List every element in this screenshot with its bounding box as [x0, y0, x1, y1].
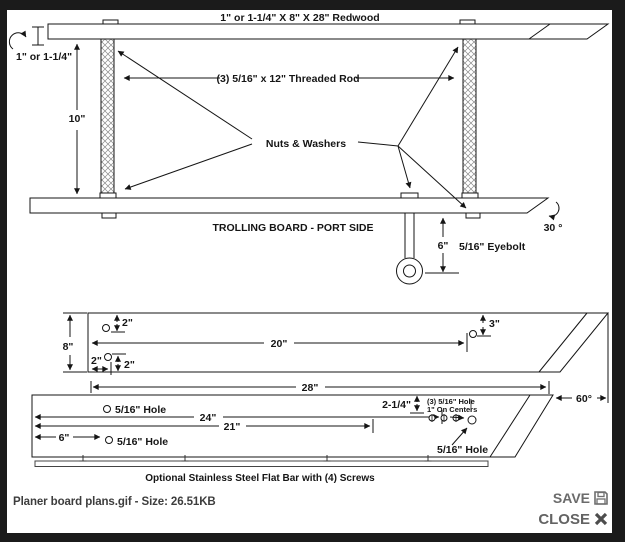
window-right-border: [612, 0, 625, 542]
nuts-leader-3: [358, 142, 398, 146]
label-dim-2left: 2": [91, 355, 102, 367]
hole-upper-right: [470, 331, 477, 338]
center-hole-marks: [429, 414, 459, 422]
nuts-leader-1: [118, 51, 252, 139]
hole-lower-right: [468, 416, 476, 424]
washer-eyebolt: [401, 193, 418, 198]
washer-bottom-right: [462, 193, 478, 198]
label-flat-bar-caption: Optional Stainless Steel Flat Bar with (4) Screws: [145, 473, 375, 484]
label-nuts-washers: Nuts & Washers: [265, 138, 347, 150]
label-dim-8: 8": [62, 341, 74, 353]
save-disk-icon: [593, 490, 609, 506]
label-dim-60: 60°: [576, 393, 592, 405]
label-dim-2bot: 2": [124, 359, 135, 371]
hole-lower-a: [104, 406, 111, 413]
label-dim-2top: 2": [122, 317, 133, 329]
close-label: CLOSE: [538, 510, 590, 528]
label-dim-28: 28": [301, 382, 319, 394]
label-angle-30: 30 °: [543, 222, 563, 234]
file-info: Planer board plans.gif - Size: 26.51KB: [13, 496, 216, 508]
label-dim-3: 3": [489, 318, 500, 330]
threaded-rod-left: [101, 39, 114, 193]
window-left-border: [0, 0, 7, 542]
close-x-icon: [593, 511, 609, 527]
window-bottom-border: [0, 533, 625, 542]
nut-left: [102, 213, 116, 218]
label-dim-20: 20": [270, 338, 288, 350]
top-view-upper-board: [63, 313, 608, 394]
viewer-footer: [7, 488, 612, 533]
flat-bar: [35, 461, 488, 467]
save-button[interactable]: [553, 490, 609, 506]
label-dim-24: 24": [199, 412, 217, 424]
bottom-board: [30, 198, 548, 213]
label-dim-6: 6": [58, 432, 70, 444]
rotation-arrow-left-icon: [9, 33, 26, 49]
rotation-arrow-right-icon: [549, 202, 559, 216]
label-dim-2-1-4: 2-1/4": [382, 399, 411, 411]
hole-upper-left-top: [103, 325, 110, 332]
label-hole-upper: 5/16" Hole: [115, 404, 167, 416]
nut-right: [466, 213, 480, 218]
hole-lower-b: [106, 437, 113, 444]
label-hole-right: 5/16" Hole: [437, 444, 489, 456]
window-top-bar: [0, 0, 625, 10]
washer-top-right: [460, 20, 475, 24]
side-view: [9, 12, 608, 284]
eyebolt-ring-inner: [404, 265, 416, 277]
washer-bottom-left: [100, 193, 116, 198]
top-board: [48, 24, 608, 39]
label-dim-6drop: 6": [437, 240, 449, 252]
label-centers-note-2: 1" On Centers: [427, 405, 478, 414]
close-button[interactable]: [538, 511, 609, 527]
label-threaded-rod: (3) 5/16" x 12" Threaded Rod: [216, 73, 360, 85]
label-hole-lower: 5/16" Hole: [117, 436, 169, 448]
threaded-rod-right: [463, 39, 476, 193]
nuts-leader-4: [398, 47, 458, 146]
label-thickness: 1" or 1-1/4": [16, 51, 73, 63]
label-centers-note-1: (3) 5/16" Hole: [427, 397, 475, 406]
washer-top-left: [103, 20, 118, 24]
save-label: SAVE: [552, 490, 590, 506]
label-eyebolt: 5/16" Eyebolt: [459, 241, 526, 253]
label-dim-21: 21": [223, 421, 241, 433]
nuts-leader-5: [398, 146, 410, 188]
label-trolling-board-title: TROLLING BOARD - PORT SIDE: [212, 222, 374, 234]
nuts-leader-2: [125, 144, 252, 189]
label-dim-10: 10": [68, 113, 86, 125]
hole-upper-left-bottom: [105, 354, 112, 361]
label-board-spec: 1" or 1-1/4" X 8" X 28" Redwood: [220, 12, 380, 24]
